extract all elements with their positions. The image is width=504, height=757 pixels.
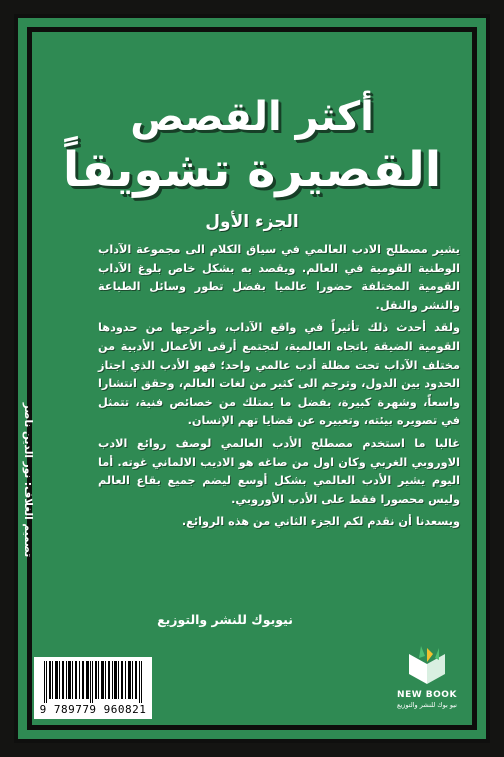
title-line-2: القصيرة تشويقاً [62,142,442,198]
volume-subtitle: الجزء الأول [205,212,299,232]
title-line-1: أكثر القصص [130,94,374,140]
isbn-number: 9 789779 960821 [39,703,147,716]
blurb-text [98,241,460,536]
blurb-paragraph-4: ويسعدنا أن نقدم لكم الجزء الثاني من هذه الروائع. [181,515,460,529]
isbn-barcode [34,657,152,719]
designer-credit [20,330,36,630]
designer-credit-text: تصميم الغلاف: نور الدين ناصر [22,402,35,558]
logo-name: NEW BOOK [397,690,457,700]
blurb-paragraph-1: يشير مصطلح الادب العالمي في سياق الكلام الى مجموعة الآداب الوطنية القومية في العالم. ويقصد به بشكل خاص بلوغ الآداب القومية المختلفة حضورا عالميا بفضل تطور وسائل الطباعة والنشر والنقل. [98,243,460,312]
logo-subtitle: نيو بوك للنشر والتوزيع [397,701,457,709]
publisher-logo [391,644,463,720]
book-logo-icon [405,644,449,688]
publisher-name: نيوبوك للنشر والتوزيع [157,612,293,627]
barcode-bars [44,661,144,703]
blurb-paragraph-3: غالبا ما استخدم مصطلح الأدب العالمي لوصف روائع الادب الاوروبي الغربي وكان اول من صاغه هو الاديب الالماني غوته. أما اليوم يشير الأدب العالمي بشكل أوسع ليضم جميع بقاع العالم وليس محصورا فقط على الأدب الأوروبي. [98,436,460,506]
blurb-paragraph-2: ولقد أحدث ذلك تأثيراً في واقع الآداب، وأخرجها من حدودها القومية الضيقة باتجاه العالمية، لتجتمع أرقى الأعمال الأدبية من مختلف الآداب تحت مظلة أدب عالمي واحد؛ فهو الأدب الذي اجتاز الحدود بين الدول، وترجم الى كثير من لغات العالم، وحقق انتشارا واسعاً، وشهرة كبيرة، بفضل ما يمتلك من خصائص فنية، تتمثل في تصويره بيئته، وتعبيره عن قضايا تهم الإنسان. [98,321,460,428]
